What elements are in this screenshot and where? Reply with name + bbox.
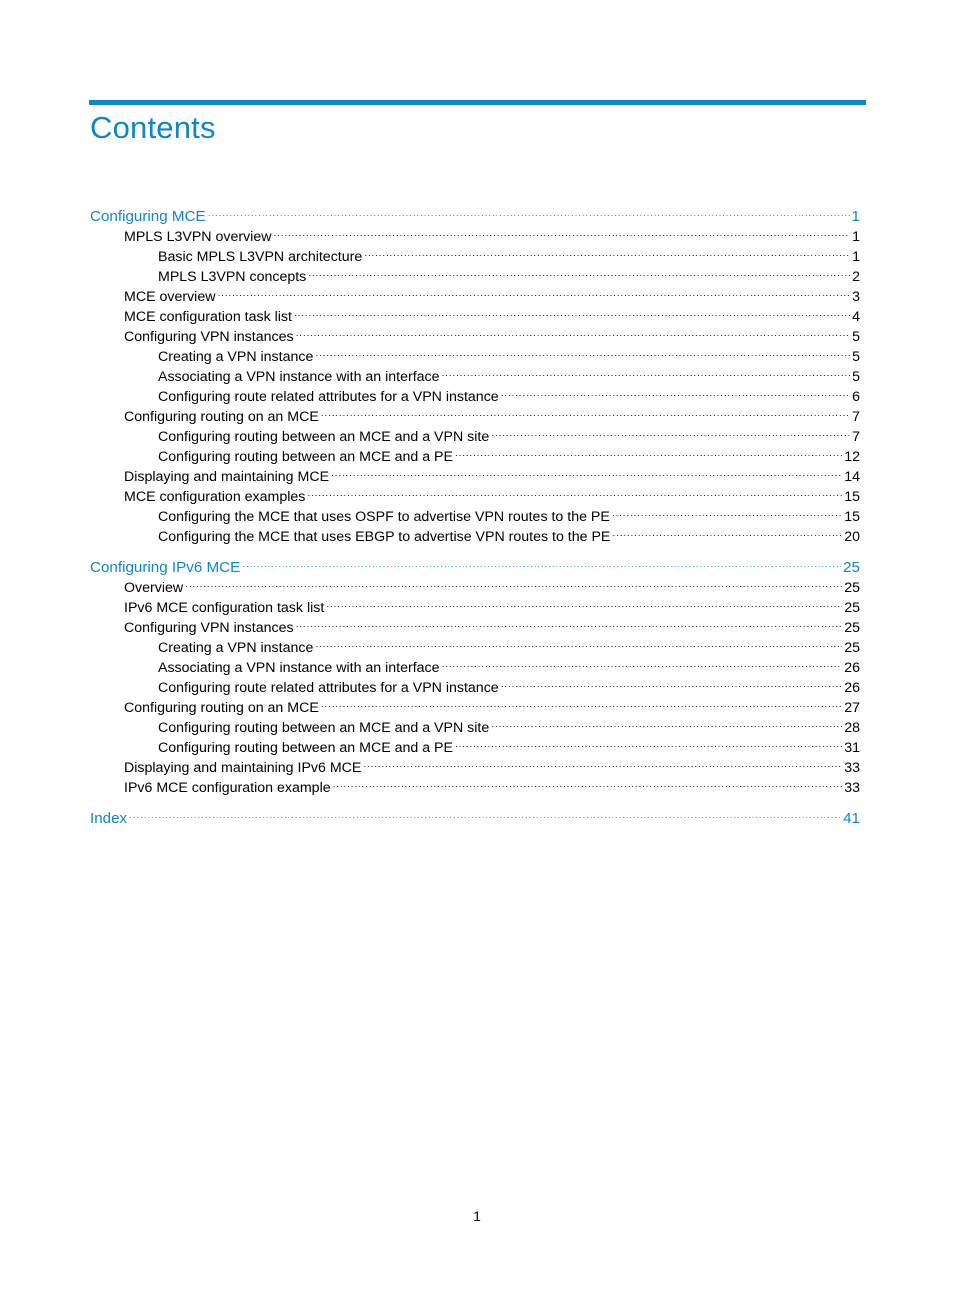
dot-leader <box>455 445 842 465</box>
toc-entry-link[interactable] <box>90 758 860 778</box>
toc-chapter-link[interactable] <box>90 557 860 578</box>
toc-entry-link[interactable] <box>90 327 860 347</box>
toc-entry-link[interactable] <box>90 578 860 598</box>
toc-entry-link[interactable] <box>90 387 860 407</box>
toc-entry-page: 41 <box>843 810 860 827</box>
toc-entry-page: 28 <box>844 720 860 736</box>
toc-entry-link[interactable] <box>90 407 860 427</box>
page-number: 1 <box>473 1208 481 1224</box>
dot-leader <box>307 485 842 505</box>
toc-entry-link[interactable] <box>90 598 860 618</box>
toc-entry-title: Configuring routing on an MCE <box>124 700 319 716</box>
toc-entry-title: IPv6 MCE configuration task list <box>124 600 325 616</box>
toc-entry-link[interactable] <box>90 678 860 698</box>
toc-entry-link[interactable] <box>90 618 860 638</box>
toc-entry-title: Basic MPLS L3VPN architecture <box>158 249 363 265</box>
toc-entry-title: MCE configuration task list <box>124 309 292 325</box>
dot-leader <box>185 576 842 596</box>
toc-entry-title: Configuring route related attributes for a VPN instance <box>158 389 499 405</box>
dot-leader <box>129 807 841 828</box>
toc-entry-title: MCE overview <box>124 289 216 305</box>
toc-entry-link[interactable] <box>90 487 860 507</box>
toc-entry-link[interactable] <box>90 287 860 307</box>
toc-entry-link[interactable] <box>90 267 860 287</box>
toc-entry-title: MPLS L3VPN concepts <box>158 269 307 285</box>
dot-leader <box>308 265 850 285</box>
toc-entry-title: Associating a VPN instance with an interface <box>158 660 440 676</box>
dot-leader <box>612 525 842 545</box>
toc-entry-page: 14 <box>844 469 860 485</box>
toc-entry-page: 15 <box>844 489 860 505</box>
dot-leader <box>333 776 843 796</box>
dot-leader <box>242 556 841 577</box>
dot-leader <box>321 405 850 425</box>
toc-entry-link[interactable] <box>90 307 860 327</box>
dot-leader <box>331 465 842 485</box>
title-rule <box>89 100 866 105</box>
toc-entry-title: Displaying and maintaining IPv6 MCE <box>124 760 362 776</box>
toc-entry-link[interactable] <box>90 427 860 447</box>
toc-entry-link[interactable] <box>90 447 860 467</box>
toc-entry-link[interactable] <box>90 367 860 387</box>
toc-entry-page: 31 <box>844 740 860 756</box>
dot-leader <box>612 505 842 525</box>
toc-entry-title: Configuring route related attributes for a VPN instance <box>158 680 499 696</box>
toc-entry-title: IPv6 MCE configuration example <box>124 780 331 796</box>
toc-entry-link[interactable] <box>90 638 860 658</box>
toc-entry-page: 1 <box>851 208 860 225</box>
toc-entry-page: 1 <box>852 229 860 245</box>
dot-leader <box>208 205 850 226</box>
toc-entry-title: Creating a VPN instance <box>158 349 314 365</box>
toc-entry-link[interactable] <box>90 698 860 718</box>
toc-entry-page: 7 <box>852 409 860 425</box>
toc-chapter-link[interactable] <box>90 206 860 227</box>
toc-entry-title: MPLS L3VPN overview <box>124 229 272 245</box>
dot-leader <box>294 305 850 325</box>
toc-entry-link[interactable] <box>90 467 860 487</box>
toc-entry-title: Displaying and maintaining MCE <box>124 469 330 485</box>
dot-leader <box>321 696 842 716</box>
toc-entry-page: 2 <box>852 269 860 285</box>
toc-entry-title: Configuring routing between an MCE and a PE <box>158 740 453 756</box>
toc-entry-title: Configuring routing between an MCE and a PE <box>158 449 453 465</box>
toc-entry-page: 5 <box>852 329 860 345</box>
toc-entry-page: 20 <box>844 529 860 545</box>
toc-entry-title: Creating a VPN instance <box>158 640 314 656</box>
dot-leader <box>442 365 851 385</box>
toc-entry-title: Index <box>90 810 128 827</box>
toc-entry-page: 33 <box>844 780 860 796</box>
toc-entry-page: 5 <box>852 349 860 365</box>
toc-entry-page: 33 <box>844 760 860 776</box>
toc-chapter-link[interactable] <box>90 808 860 829</box>
toc-entry-title: Configuring IPv6 MCE <box>90 559 241 576</box>
dot-leader <box>363 756 842 776</box>
toc-entry-page: 25 <box>844 640 860 656</box>
toc-entry-page: 27 <box>844 700 860 716</box>
toc-entry-page: 7 <box>852 429 860 445</box>
dot-leader <box>296 616 843 636</box>
toc-entry-page: 25 <box>844 600 860 616</box>
toc-entry-link[interactable] <box>90 347 860 367</box>
toc-entry-page: 3 <box>852 289 860 305</box>
toc-entry-title: Overview <box>124 580 184 596</box>
toc-entry-page: 26 <box>844 660 860 676</box>
toc-entry-link[interactable] <box>90 507 860 527</box>
toc-entry-page: 12 <box>844 449 860 465</box>
toc-entry-title: Configuring routing between an MCE and a VPN site <box>158 429 490 445</box>
toc-entry-link[interactable] <box>90 718 860 738</box>
toc-entry-page: 4 <box>852 309 860 325</box>
page-title: Contents <box>90 110 216 145</box>
toc-entry-page: 5 <box>852 369 860 385</box>
toc-entry-page: 1 <box>852 249 860 265</box>
toc-entry-page: 15 <box>844 509 860 525</box>
toc-entry-link[interactable] <box>90 778 860 798</box>
dot-leader <box>364 245 850 265</box>
toc-entry-link[interactable] <box>90 738 860 758</box>
dot-leader <box>315 636 842 656</box>
toc-entry-title: Configuring VPN instances <box>124 620 294 636</box>
toc-entry-page: 6 <box>852 389 860 405</box>
toc-entry-title: Associating a VPN instance with an interface <box>158 369 440 385</box>
toc-entry-link[interactable] <box>90 247 860 267</box>
toc-entry-page: 25 <box>844 620 860 636</box>
toc-entry-title: Configuring the MCE that uses OSPF to advertise VPN routes to the PE <box>158 509 610 525</box>
toc-entry-page: 26 <box>844 680 860 696</box>
dot-leader <box>315 345 850 365</box>
dot-leader <box>442 656 843 676</box>
toc-entry-title: Configuring VPN instances <box>124 329 294 345</box>
dot-leader <box>326 596 842 616</box>
toc-entry-title: MCE configuration examples <box>124 489 306 505</box>
toc-entry-link[interactable] <box>90 227 860 247</box>
toc-entry-title: Configuring routing on an MCE <box>124 409 319 425</box>
toc-entry-page: 25 <box>843 559 860 576</box>
dot-leader <box>491 716 842 736</box>
toc-entry-title: Configuring MCE <box>90 208 206 225</box>
dot-leader <box>455 736 842 756</box>
dot-leader <box>501 676 843 696</box>
dot-leader <box>273 225 850 245</box>
toc-entry-title: Configuring routing between an MCE and a VPN site <box>158 720 490 736</box>
toc-entry-page: 25 <box>844 580 860 596</box>
dot-leader <box>501 385 850 405</box>
toc-entry-link[interactable] <box>90 527 860 547</box>
dot-leader <box>217 285 850 305</box>
toc-entry-title: Configuring the MCE that uses EBGP to advertise VPN routes to the PE <box>158 529 611 545</box>
dot-leader <box>296 325 851 345</box>
toc-entry-link[interactable] <box>90 658 860 678</box>
dot-leader <box>491 425 850 445</box>
table-of-contents <box>90 206 860 829</box>
